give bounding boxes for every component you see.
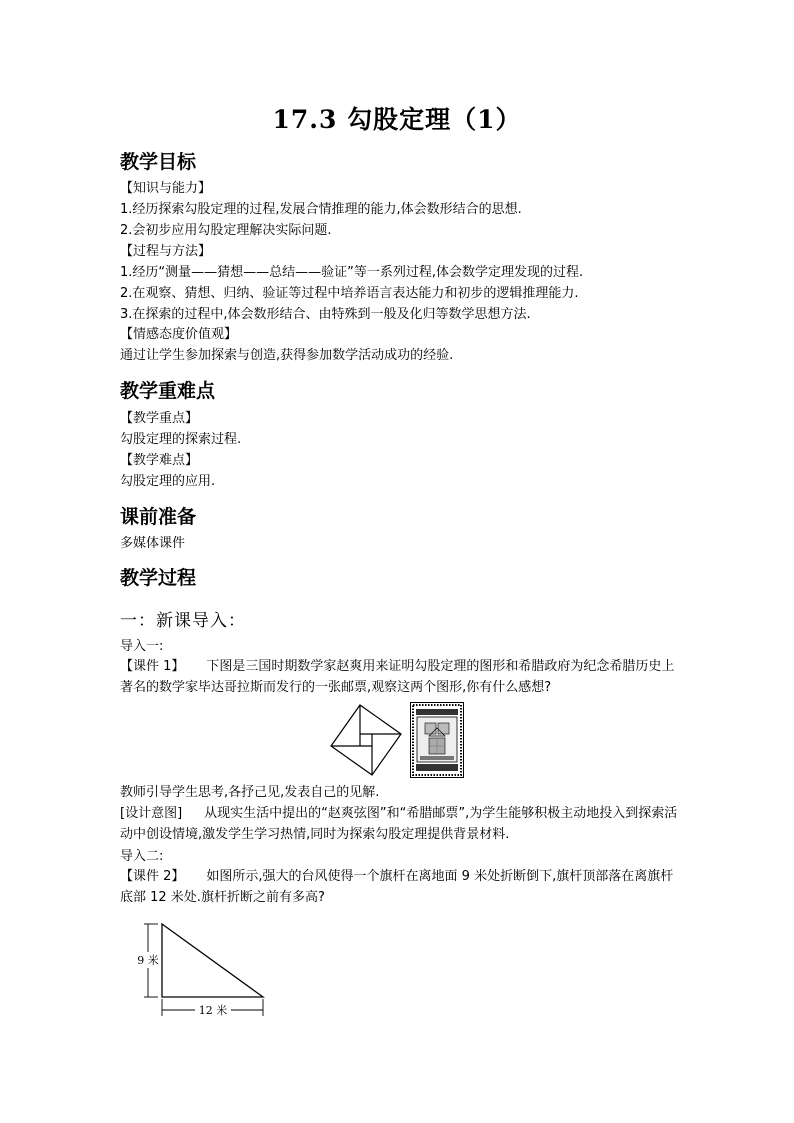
design-tag: [设计意图] bbox=[120, 806, 183, 821]
page-title: 17.3 勾股定理（1） bbox=[272, 105, 522, 134]
label-difficulty: 【教学难点】 bbox=[120, 453, 199, 468]
greek-stamp-image bbox=[410, 702, 464, 778]
courseware1-tag: 【课件 1】 bbox=[120, 659, 185, 674]
label-knowledge: 【知识与能力】 bbox=[120, 181, 212, 196]
design-paragraph bbox=[120, 803, 680, 845]
guide-text: 教师引导学生思考,各抒己见,发表自己的见解. bbox=[120, 785, 380, 800]
courseware2-paragraph bbox=[120, 866, 680, 908]
subheading-intro: 一：新课导入： bbox=[120, 611, 246, 631]
difficulty-text: 勾股定理的应用. bbox=[120, 474, 216, 489]
process-item: 1.经历“测量——猜想——总结——验证”等一系列过程,体会数学定理发现的过程. bbox=[120, 265, 584, 280]
attitude-text: 通过让学生参加探索与创造,获得参加数学活动成功的经验. bbox=[120, 348, 454, 363]
label-key: 【教学重点】 bbox=[120, 411, 199, 426]
courseware1-text: 下图是三国时期数学家赵爽用来证明勾股定理的图形和希腊政府为纪念希腊历史上著名的数学家毕达哥拉斯而发行的一张邮票,观察这两个图形,你有什么感想? bbox=[120, 659, 675, 695]
heading-objectives: 教学目标 bbox=[120, 151, 197, 173]
courseware1-paragraph bbox=[120, 656, 680, 698]
intro2-label: 导入二: bbox=[120, 849, 164, 864]
intro1-label: 导入一: bbox=[120, 639, 164, 654]
process-item: 2.在观察、猜想、归纳、验证等过程中培养语言表达能力和初步的逻辑推理能力. bbox=[120, 286, 579, 301]
zhao-shuang-diagram bbox=[330, 704, 402, 776]
flagpole-triangle bbox=[162, 924, 263, 997]
design-text: 从现实生活中提出的“赵爽弦图”和“希腊邮票”,为学生能够积极主动地投入到探索活动中创设情境,激发学生学习热情,同时为探索勾股定理提供背景材料. bbox=[120, 806, 678, 842]
label-attitude: 【情感态度价值观】 bbox=[120, 327, 238, 342]
preparation-text: 多媒体课件 bbox=[120, 536, 186, 551]
process-item: 3.在探索的过程中,体会数形结合、由特殊到一般及化归等数学思想方法. bbox=[120, 307, 531, 322]
base-label: 12 米 bbox=[198, 1004, 228, 1017]
courseware2-tag: 【课件 2】 bbox=[120, 869, 185, 884]
courseware2-text: 如图所示,强大的台风使得一个旗杆在离地面 9 米处折断倒下,旗杆顶部落在离旗杆底部 12 米处.旗杆折断之前有多高? bbox=[120, 869, 674, 905]
height-label: 9 米 bbox=[137, 954, 159, 967]
heading-keypoints: 教学重难点 bbox=[120, 380, 216, 402]
heading-preparation: 课前准备 bbox=[120, 506, 197, 528]
key-text: 勾股定理的探索过程. bbox=[120, 432, 242, 447]
knowledge-item: 1.经历探索勾股定理的过程,发展合情推理的能力,体会数形结合的思想. bbox=[120, 202, 522, 217]
heading-process: 教学过程 bbox=[120, 567, 197, 589]
label-process: 【过程与方法】 bbox=[120, 244, 212, 259]
flagpole-figure bbox=[130, 918, 295, 1023]
knowledge-item: 2.会初步应用勾股定理解决实际问题. bbox=[120, 223, 332, 238]
